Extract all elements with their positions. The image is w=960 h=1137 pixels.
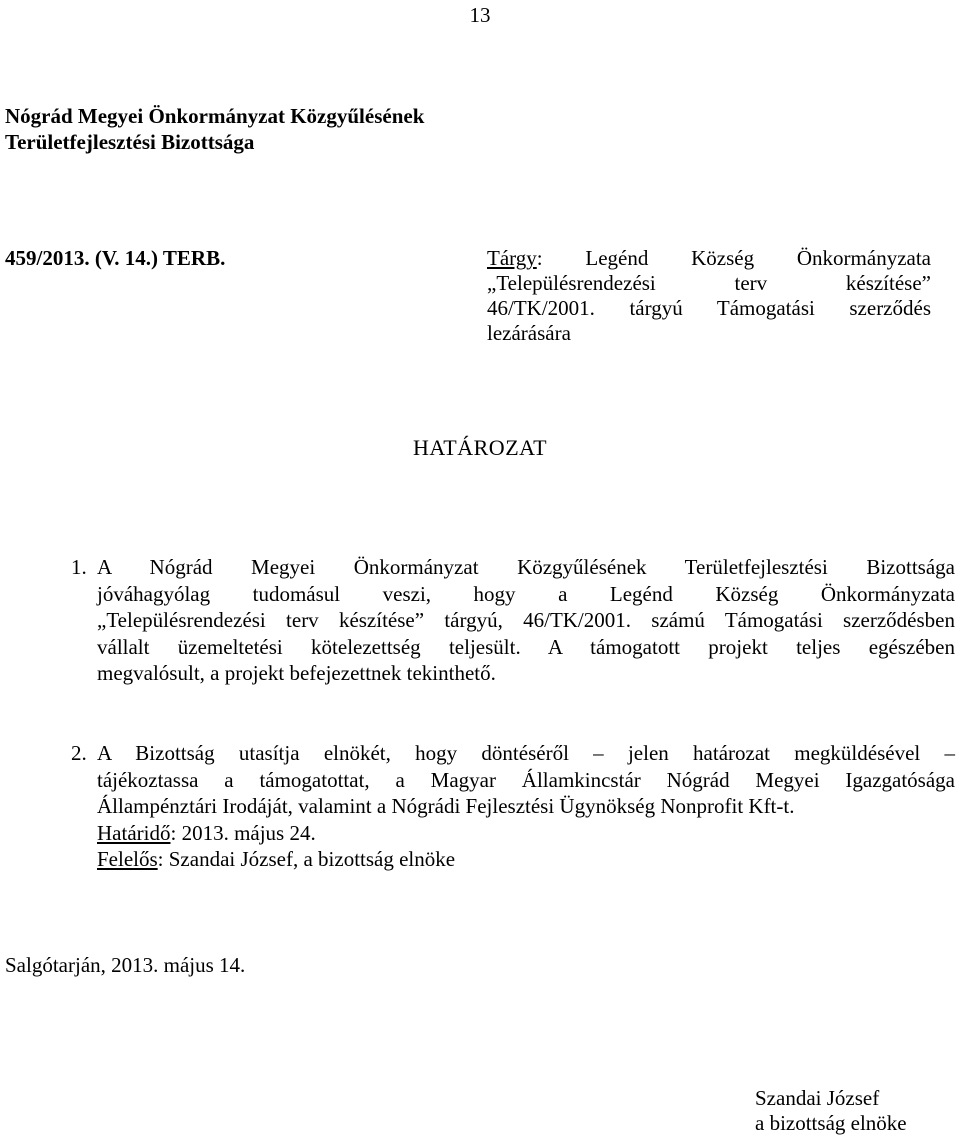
point-2-line: tájékoztassa a támogatottat, a Magyar Államkincstár Nógrád Megyei Igazgatósága — [97, 767, 955, 792]
responsible — [97, 846, 955, 873]
point-1-line: megvalósult, a projekt befejezettnek tekinthető. — [97, 661, 496, 685]
signatory-name: Szandai József — [755, 1086, 880, 1110]
resolution-point-1 — [71, 554, 955, 687]
subject-line-4: lezárására — [487, 321, 571, 345]
point-2-line: A Bizottság utasítja elnökét, hogy döntéséről – jelen határozat megküldésével – — [97, 741, 955, 765]
subject-line-1 — [487, 246, 931, 271]
deadline — [97, 820, 955, 847]
point-1-line: „Településrendezési terv készítése” tárgyú, 46/TK/2001. számú Támogatási szerződésben — [97, 608, 955, 632]
subject-line-2: „Településrendezési terv készítése” — [487, 271, 931, 295]
point-1-line: A Nógrád Megyei Önkormányzat Közgyűlésének Területfejlesztési Bizottsága — [97, 555, 955, 579]
page-number: 13 — [469, 3, 491, 27]
point-2-number: 2. — [71, 741, 87, 765]
point-1-line: vállalt üzemeltetési kötelezettség teljesült. A támogatott projekt teljes egészében — [97, 634, 955, 659]
deadline-value: : 2013. május 24. — [170, 820, 316, 845]
subject-line-1-text: : Legénd Község Önkormányzata — [536, 246, 931, 270]
point-1-number: 1. — [71, 555, 87, 579]
deadline-label: Határidő — [97, 820, 171, 845]
resolution-point-2 — [71, 740, 955, 873]
place-and-date: Salgótarján, 2013. május 14. — [5, 953, 246, 977]
organization-line-2: Területfejlesztési Bizottsága — [5, 130, 255, 154]
responsible-label: Felelős — [97, 847, 158, 871]
subject-block — [487, 246, 931, 346]
resolution-number: 459/2013. (V. 14.) TERB. — [5, 246, 226, 270]
signatory-role: a bizottság elnöke — [755, 1111, 907, 1135]
document-title: HATÁROZAT — [412, 435, 548, 460]
responsible-value: : Szandai József, a bizottság elnöke — [157, 847, 456, 871]
subject-line-3: 46/TK/2001. tárgyú Támogatási szerződés — [487, 296, 931, 320]
point-2-line: Állampénztári Irodáját, valamint a Nógrádi Fejlesztési Ügynökség Nonprofit Kft-t. — [97, 794, 795, 818]
signature-block — [755, 1086, 907, 1136]
organization-header — [5, 103, 424, 155]
point-1-line: jóváhagyólag tudomásul veszi, hogy a Legénd Község Önkormányzata — [97, 581, 955, 606]
subject-label: Tárgy — [487, 246, 537, 270]
organization-line-1: Nógrád Megyei Önkormányzat Közgyűlésének — [5, 104, 425, 128]
